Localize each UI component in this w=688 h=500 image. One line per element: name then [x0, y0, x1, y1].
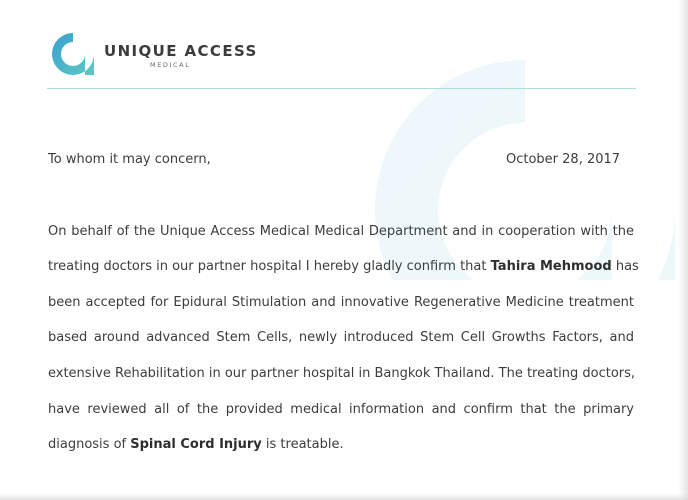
body-line-4: based around advanced Stem Cells, newly introduced Stem Cell Growths Factors, and: [48, 330, 634, 345]
brand-name: UNIQUE ACCESS: [104, 42, 258, 60]
diagnosis: Spinal Cord Injury: [130, 437, 262, 452]
body-line-7: [48, 437, 634, 452]
body-line-2: [48, 259, 639, 274]
patient-name: Tahira Mehmood: [490, 259, 612, 274]
letter-date: October 28, 2017: [506, 152, 621, 167]
body-line-2-end: has: [611, 259, 639, 274]
brand-subtitle: MEDICAL: [150, 61, 191, 69]
salutation: To whom it may concern,: [48, 152, 211, 167]
body-line-2-start: treating doctors in our partner hospital I hereby gladly confirm that: [48, 259, 491, 274]
header-divider: [47, 88, 636, 89]
body-line-7-start: diagnosis of: [48, 437, 131, 452]
body-line-6: have reviewed all of the provided medical information and confirm that the primary: [48, 402, 634, 417]
body-line-3: been accepted for Epidural Stimulation and innovative Regenerative Medicine treatment: [48, 295, 634, 310]
body-line-5: extensive Rehabilitation in our partner hospital in Bangkok Thailand. The treating doctors,: [48, 366, 636, 381]
body-line-1: On behalf of the Unique Access Medical Medical Department and in cooperation with the: [48, 224, 634, 239]
page-edge-shadow-right: [678, 0, 688, 500]
page-edge-shadow-bottom: [0, 494, 688, 500]
body-line-7-end: is treatable.: [261, 437, 344, 452]
unique-access-logo-icon: [49, 30, 97, 78]
